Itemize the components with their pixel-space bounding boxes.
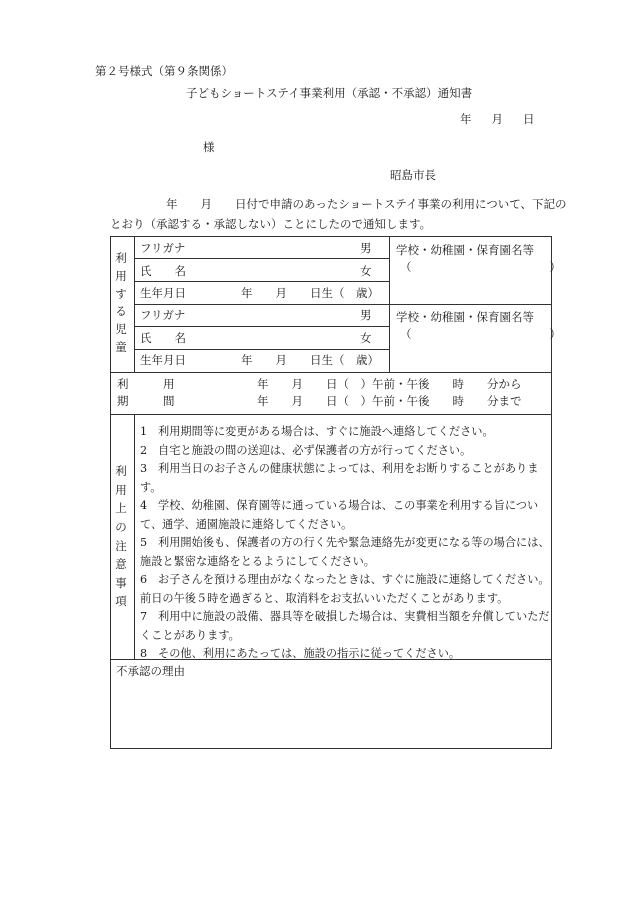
note-item: 5 利用開始後も、保護者の方の行く先や緊急連絡先が変更になる等の場合には、施設と緊密な連絡をとるようにしてください。 (140, 536, 550, 568)
issue-date (460, 114, 555, 126)
child1-name-label: 氏 名 (140, 264, 186, 278)
period-label-top: 利 用 (117, 377, 175, 391)
child2-furigana-label: フリガナ (140, 308, 186, 322)
child1-school-field: （ ） (400, 260, 561, 274)
note-item: 1 利用期間等に変更がある場合は、すぐに施設へ連絡してください。 (140, 425, 494, 438)
child2-male: 男 (360, 308, 372, 322)
issuer-name: 昭島市長 (390, 168, 436, 182)
child1-male: 男 (360, 241, 372, 255)
notes-section-label: 利用上の注意事項 (115, 464, 127, 609)
rejection-reason-field[interactable] (111, 680, 551, 748)
note-item: 2 自宅と施設の間の送迎は、必ず保護者の方が行ってください。 (140, 443, 472, 457)
child1-female: 女 (360, 264, 372, 278)
document-title: 子どもショートステイ事業利用（承認・不承認）通知書 (186, 86, 473, 100)
addressee-suffix: 様 (203, 140, 215, 154)
rejection-reason-label: 不承認の理由 (116, 664, 185, 678)
notes-list (140, 423, 550, 664)
note-item: 7 利用中に施設の設備、器具等を破損した場合は、実費相当額を弁償していただくことがあります。 (140, 610, 550, 642)
child2-female: 女 (360, 331, 372, 345)
period-to: 年 月 日（ ）午前・午後 時 分まで (257, 394, 522, 408)
child2-birth-fields: 年 月 日生（ 歳） (241, 353, 379, 367)
form-number-label: 第２号様式（第９条関係） (95, 64, 233, 78)
note-item: 4 学校、幼稚園、保育園等に通っている場合は、この事業を利用する旨について、通学、通園施設に連絡してください。 (140, 499, 539, 531)
child2-name-label: 氏 名 (140, 331, 186, 345)
date-day: 日 (523, 112, 535, 126)
child1-furigana-label: フリガナ (140, 241, 186, 255)
child2-school-field: （ ） (400, 327, 561, 341)
child-section-label: 利用する児童 (115, 251, 127, 355)
child1-school-label: 学校・幼稚園・保育園名等 (396, 243, 534, 257)
period-label-bottom: 期 間 (117, 394, 175, 408)
notice-paragraph: 年 月 日付で申請のあったショートステイ事業の利用について、下記のとおり（承認する・承認しない）ことにしたので通知します。 (110, 197, 567, 231)
period-from: 年 月 日（ ）午前・午後 時 分から (257, 377, 522, 391)
child2-school-label: 学校・幼稚園・保育園名等 (396, 310, 534, 324)
child2-birth-label: 生年月日 (140, 353, 186, 367)
note-item: 8 その他、利用にあたっては、施設の指示に従ってください。 (140, 647, 461, 660)
note-item: 6 お子さんを預ける理由がなくなったときは、すぐに施設に連絡してください。前日の午後５時を過ぎると、取消料をお支払いいただくことがあります。 (140, 573, 550, 605)
date-month: 月 (491, 112, 503, 126)
date-year: 年 (460, 112, 472, 126)
note-item: 3 利用当日のお子さんの健康状態によっては、利用をお断りすることがあります。 (140, 462, 539, 494)
child1-birth-label: 生年月日 (140, 286, 186, 300)
child1-birth-fields: 年 月 日生（ 歳） (241, 286, 379, 300)
